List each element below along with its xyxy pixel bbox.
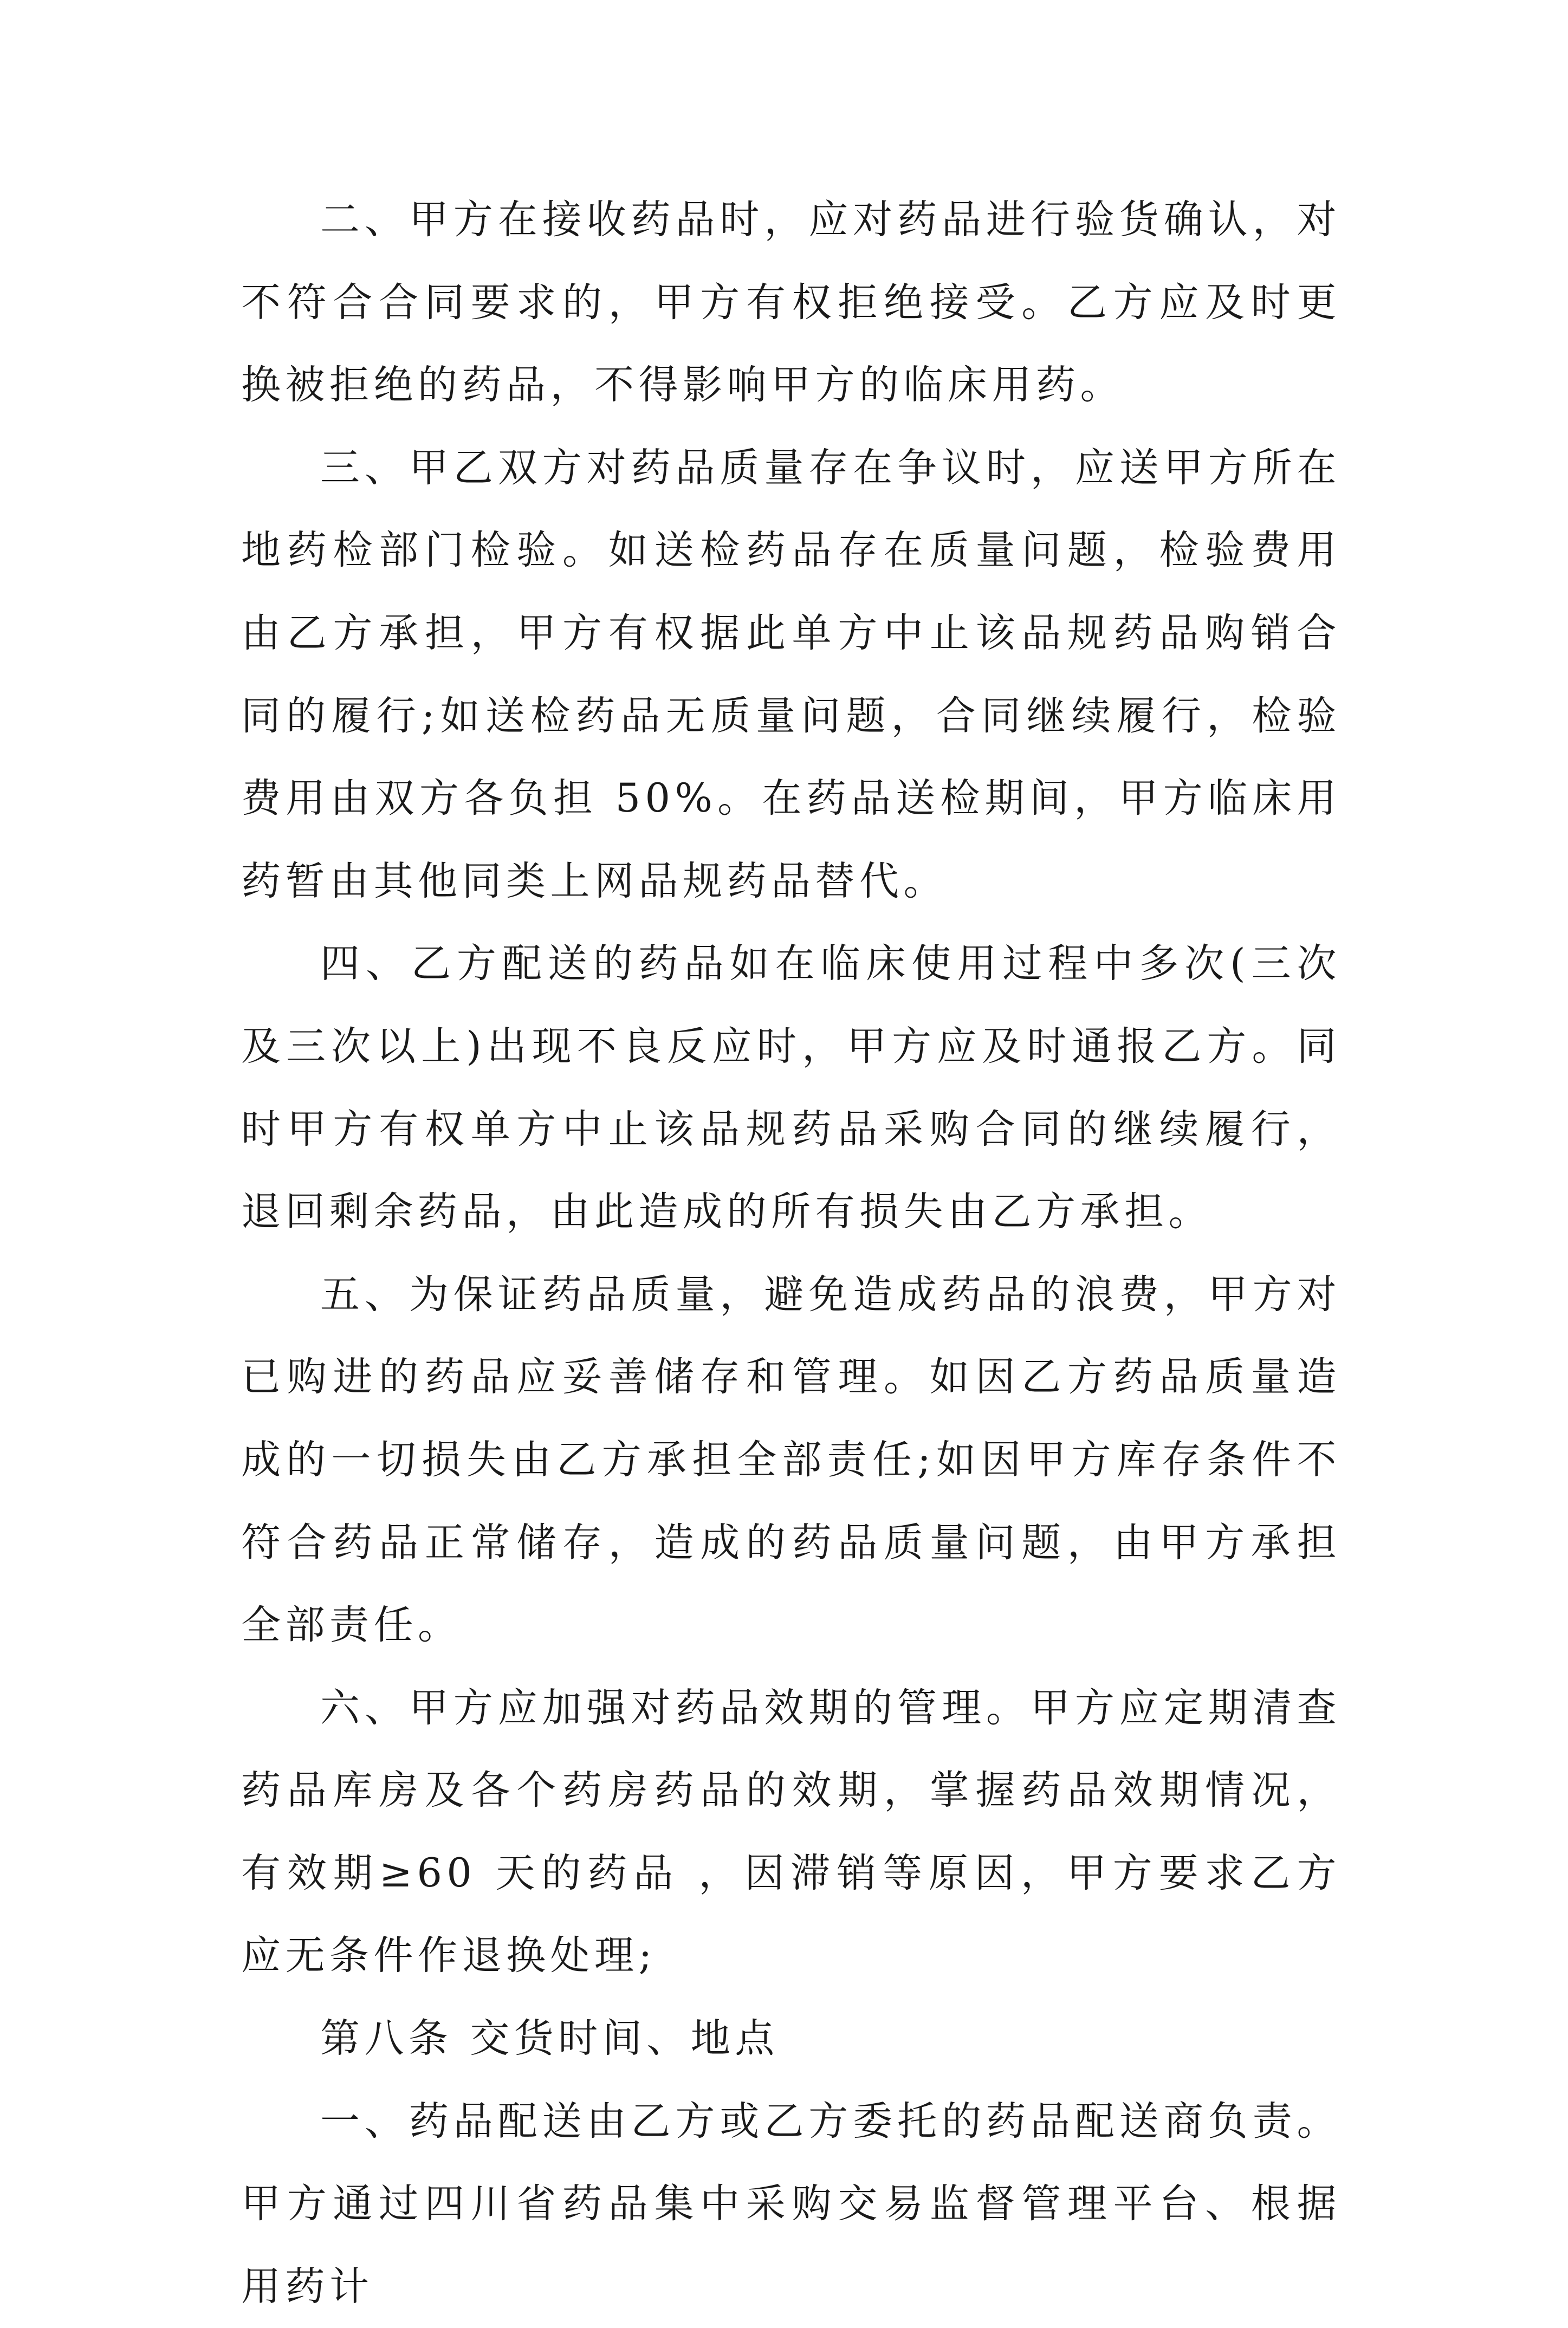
paragraph-article-8-clause-1: 一、药品配送由乙方或乙方委托的药品配送商负责。甲方通过四川省药品集中采购交易监督管理平台、根据用药计 bbox=[241, 2098, 1341, 2310]
paragraph-clause-5: 五、为保证药品质量，避免造成药品的浪费，甲方对已购进的药品应妥善储存和管理。如因乙方药品质量造成的一切损失由乙方承担全部责任;如因甲方库存条件不符合药品正常储存，造成的药品质量问题，由甲方承担全部责任。 bbox=[241, 1271, 1341, 1649]
paragraph-clause-4: 四、乙方配送的药品如在临床使用过程中多次(三次及三次以上)出现不良反应时，甲方应及时通报乙方。同时甲方有权单方中止该品规药品采购合同的继续履行，退回剩余药品，由此造成的所有损失由乙方承担。 bbox=[241, 941, 1341, 1235]
paragraph-clause-3: 三、甲乙双方对药品质量存在争议时，应送甲方所在地药检部门检验。如送检药品存在质量问题，检验费用由乙方承担，甲方有权据此单方中止该品规药品购销合同的履行;如送检药品无质量问题，合同继续履行，检验费用由双方各负担 50%。在药品送检期间，甲方临床用药暂由其他同类上网品规药品替代。 bbox=[241, 444, 1341, 904]
contract-text-body bbox=[241, 179, 1341, 2328]
section-heading-article-8: 第八条 交货时间、地点 bbox=[320, 2015, 779, 2062]
paragraph-clause-2: 二、甲方在接收药品时，应对药品进行验货确认，对不符合合同要求的，甲方有权拒绝接受。乙方应及时更换被拒绝的药品，不得影响甲方的临床用药。 bbox=[241, 197, 1341, 408]
paragraph-clause-6: 六、甲方应加强对药品效期的管理。甲方应定期清查药品库房及各个药房药品的效期，掌握药品效期情况，有效期≥60 天的药品 ，因滞销等原因，甲方要求乙方应无条件作退换处理; bbox=[241, 1684, 1341, 1979]
